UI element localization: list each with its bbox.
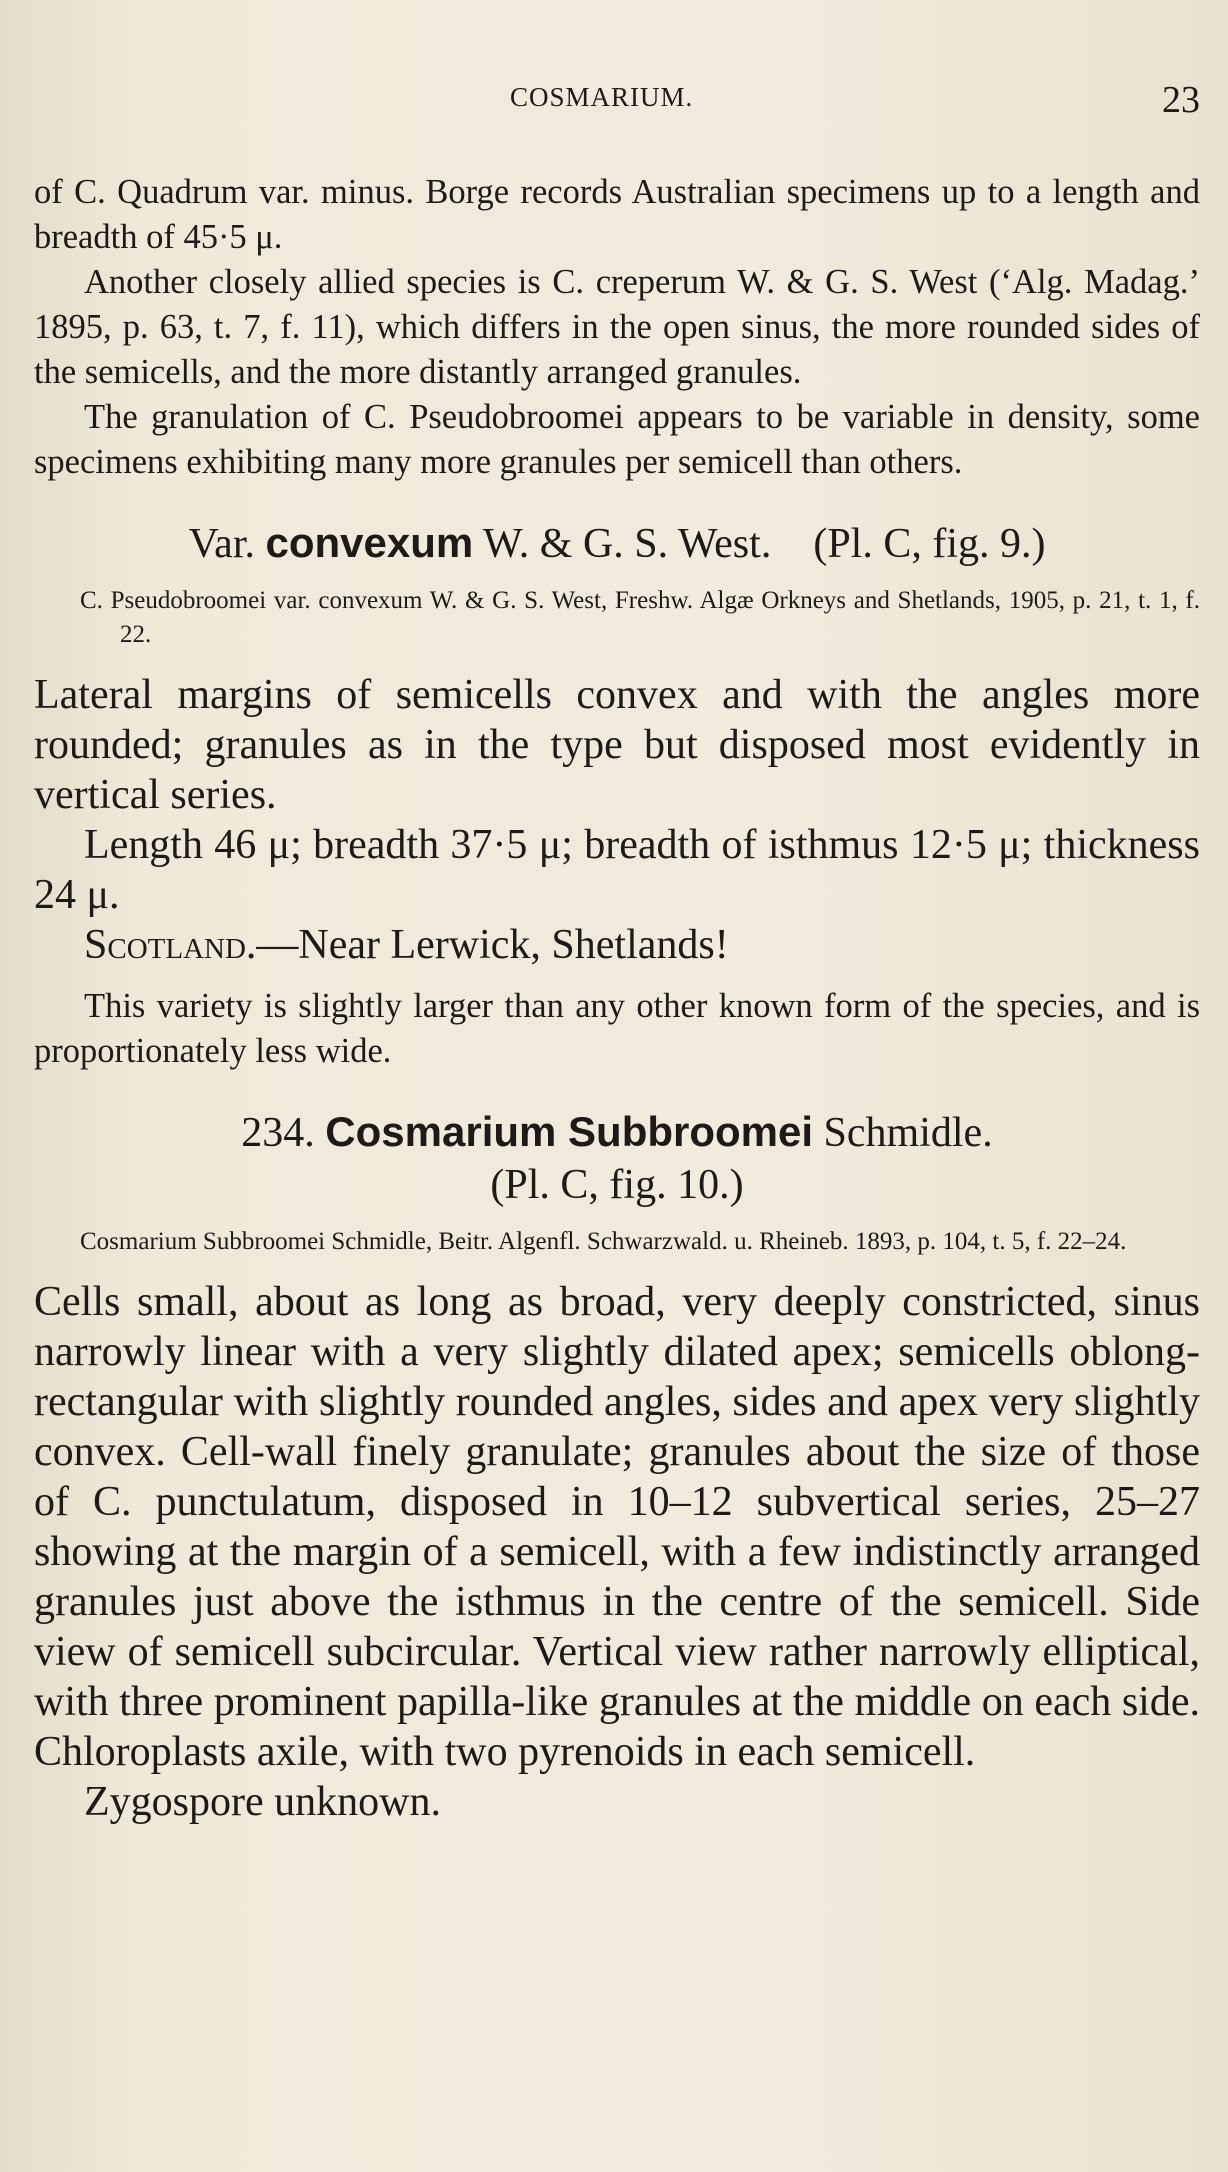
variety-name: convexum <box>265 519 474 566</box>
page-body <box>34 170 1200 1827</box>
locality-text: —Near Lerwick, Shetlands! <box>256 922 729 968</box>
variety-measurements: Length 46 μ; breadth 37·5 μ; breadth of isthmus 12·5 μ; thickness 24 μ. <box>34 822 1200 918</box>
locality-region: Scotland. <box>84 922 257 968</box>
page-number: 23 <box>1162 79 1200 121</box>
variety-heading <box>34 517 1200 570</box>
variety-note: This variety is slightly larger than any other known form of the species, and is proportionately less wide. <box>34 987 1200 1070</box>
page-header <box>0 78 1228 128</box>
variety-synonym: C. Pseudobroomei var. convexum W. & G. S. West, Freshw. Algæ Orkneys and Shetlands, 1905, p. 21, t. 1, f. 22. <box>80 587 1200 648</box>
running-head: COSMARIUM. <box>510 82 694 112</box>
species-heading <box>34 1106 1200 1159</box>
species-synonym: Cosmarium Subbroomei Schmidle, Beitr. Algenfl. Schwarzwald. u. Rheineb. 1893, p. 104, t. 5, f. 22–24. <box>80 1228 1127 1255</box>
species-plate: (Pl. C, fig. 10.) <box>490 1162 744 1208</box>
species-name: Cosmarium Subbroomei <box>325 1108 814 1155</box>
variety-authority: W. & G. S. West. <box>483 521 772 567</box>
species-description: Cells small, about as long as broad, very deeply constricted, sinus narrowly linear with a very slightly dilated apex; semicells oblong-rectangular with slightly rounded angles, sides and apex very slightly convex. Cell-wall finely granulate; granules about the size of those of C. punctulatum, disposed in 10–12 subvertical series, 25–27 showing at the margin of a semicell, with a few indistinctly arranged granules just above the isthmus in the centre of the semicell. Side view of semicell subcircular. Vertical view rather narrowly elliptical, with three prominent papilla-like granules at the middle on each side. Chloroplasts axile, with two pyrenoids in each semicell. <box>34 1279 1200 1775</box>
intro-paragraph-2: Another closely allied species is C. creperum W. & G. S. West (‘Alg. Madag.’ 1895, p. 63, t. 7, f. 11), which differs in the open sinus, the more rounded sides of the semicells, and the more distantly arranged granules. <box>34 263 1200 391</box>
variety-prefix: Var. <box>188 521 255 567</box>
species-zygospore: Zygospore unknown. <box>84 1779 441 1825</box>
variety-locality <box>34 920 1200 970</box>
intro-paragraph-1: of C. Quadrum var. minus. Borge records Australian specimens up to a length and breadth of 45·5 μ. <box>34 173 1200 256</box>
variety-plate: (Pl. C, fig. 9.) <box>813 521 1046 567</box>
species-number: 234. <box>241 1110 315 1156</box>
variety-description: Lateral margins of semicells convex and with the angles more rounded; granules as in the type but disposed most evidently in vertical series. <box>34 672 1200 818</box>
species-authority: Schmidle. <box>823 1110 993 1156</box>
intro-paragraph-3: The granulation of C. Pseudobroomei appears to be variable in density, some specimens exhibiting many more granules per semicell than others. <box>34 398 1200 481</box>
